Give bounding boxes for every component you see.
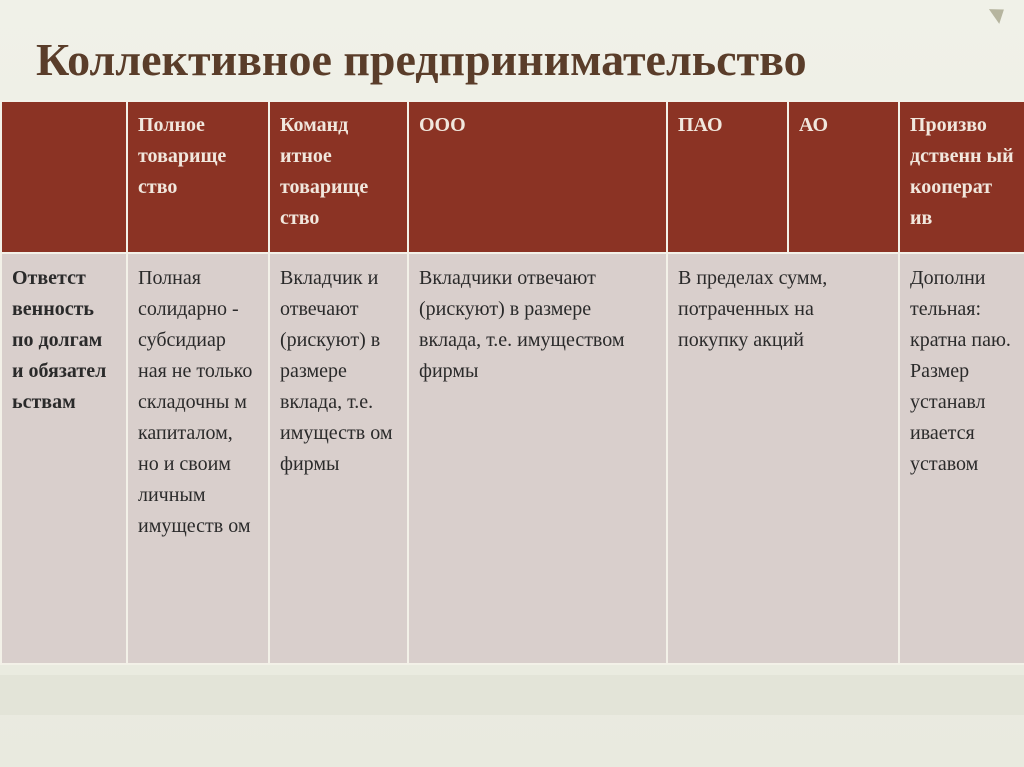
header-ao: АО xyxy=(788,101,899,253)
cell-llc: Вкладчики отвечают (рискуют) в размере вклада, т.е. имуществом фирмы xyxy=(408,253,667,664)
cell-production-cooperative: Дополни тельная: кратна паю. Размер устанавл ивается уставом xyxy=(899,253,1024,664)
cell-full-partnership: Полная солидарно - субсидиар ная не только складочны м капиталом, но и своим личным имуществ ом xyxy=(127,253,269,664)
table-row xyxy=(1,253,1024,664)
header-full-partnership: Полное товарище ство xyxy=(127,101,269,253)
header-production-cooperative: Произво дственн ый кооперат ив xyxy=(899,101,1024,253)
table-header-row xyxy=(1,101,1024,253)
header-limited-partnership: Команд итное товарище ство xyxy=(269,101,408,253)
slide-title: Коллективное предпринимательство xyxy=(36,34,807,85)
header-corner-cell xyxy=(1,101,127,253)
header-llc: ООО xyxy=(408,101,667,253)
header-pao: ПАО xyxy=(667,101,788,253)
bottom-band xyxy=(0,675,1024,715)
cell-pao-ao: В пределах сумм, потраченных на покупку акций xyxy=(667,253,899,664)
row-label-liability: Ответст венность по долгам и обязател ьствам xyxy=(1,253,127,664)
cell-limited-partnership: Вкладчик и отвечают (рискуют) в размере вклада, т.е. имуществ ом фирмы xyxy=(269,253,408,664)
comparison-table xyxy=(0,100,1024,665)
